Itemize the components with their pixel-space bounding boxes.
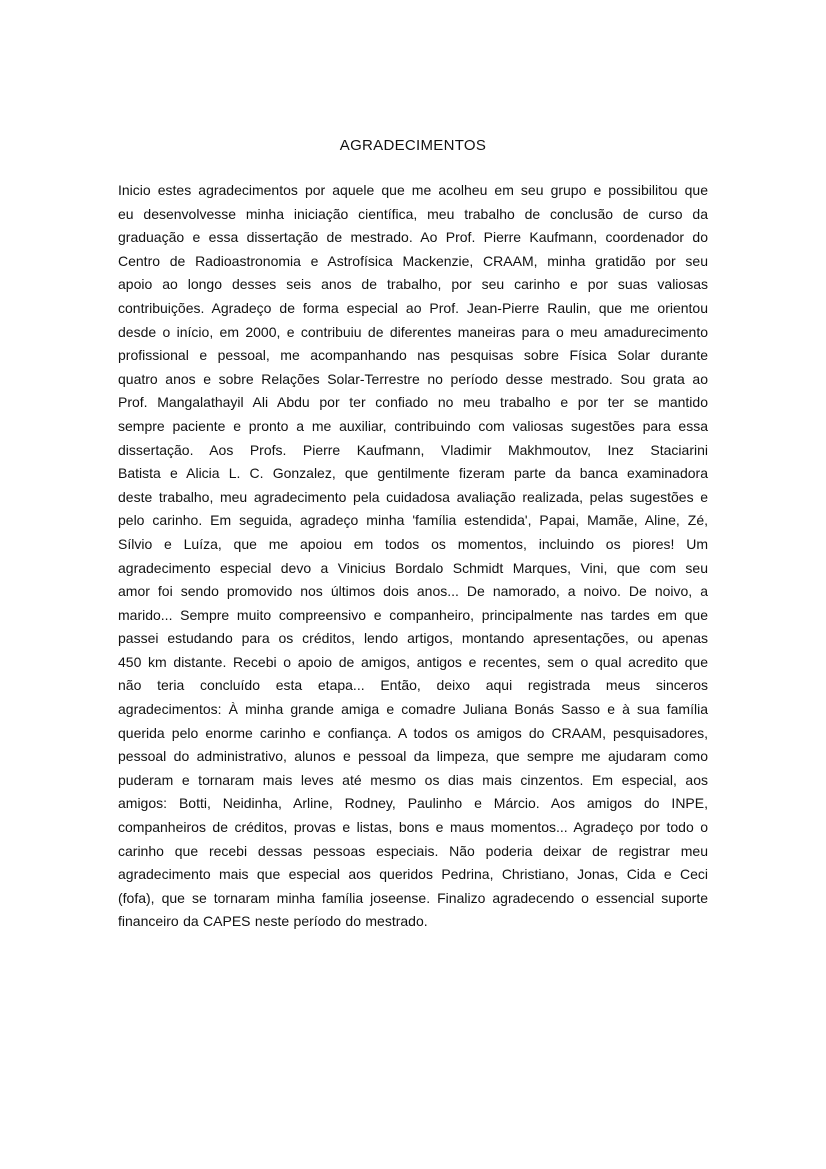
paragraph-line: puderam e tornaram mais leves até mesmo os dias mais cinzentos. Em especial, aos: [118, 771, 708, 788]
paragraph-line: Sílvio e Luíza, que me apoiou em todos os momentos, incluindo os piores! Um: [118, 535, 708, 552]
paragraph-line: companheiros de créditos, provas e listas, bons e maus momentos... Agradeço por todo o: [118, 819, 708, 836]
paragraph-line: profissional e pessoal, me acompanhando nas pesquisas sobre Física Solar durante: [118, 347, 708, 364]
paragraph-line: não teria concluído esta etapa... Então, deixo aqui registrada meus sinceros: [118, 677, 708, 694]
paragraph-line: Centro de Radioastronomia e Astrofísica Mackenzie, CRAAM, minha gratidão por seu: [118, 252, 708, 269]
paragraph-line: (fofa), que se tornaram minha família joseense. Finalizo agradecendo o essencial suporte: [118, 889, 708, 906]
paragraph-line: amor foi sendo promovido nos últimos dois anos... De namorado, a noivo. De noivo, a: [118, 583, 708, 600]
paragraph-line: Prof. Mangalathayil Ali Abdu por ter confiado no meu trabalho e por ter se mantido: [118, 394, 708, 411]
paragraph-line: agradecimento especial devo a Vinicius Bordalo Schmidt Marques, Vini, que com seu: [118, 559, 708, 576]
paragraph-line: marido... Sempre muito compreensivo e companheiro, principalmente nas tardes em que: [118, 606, 708, 623]
paragraph-line: contribuições. Agradeço de forma especial ao Prof. Jean-Pierre Raulin, que me orientou: [118, 299, 708, 316]
paragraph-line: desde o início, em 2000, e contribuiu de diferentes maneiras para o meu amadurecimento: [118, 323, 708, 340]
paragraph-line: quatro anos e sobre Relações Solar-Terrestre no período desse mestrado. Sou grata ao: [118, 370, 708, 387]
paragraph-line: dissertação. Aos Profs. Pierre Kaufmann, Vladimir Makhmoutov, Inez Staciarini: [118, 441, 708, 458]
paragraph-line: pessoal do administrativo, alunos e pessoal da limpeza, que sempre me ajudaram como: [118, 748, 708, 765]
paragraph-line: passei estudando para os créditos, lendo artigos, montando apresentações, ou apenas: [118, 630, 708, 647]
paragraph-line: Batista e Alicia L. C. Gonzalez, que gentilmente fizeram parte da banca examinadora: [118, 465, 708, 482]
paragraph-line: agradecimento mais que especial aos queridos Pedrina, Christiano, Jonas, Cida e Ceci: [118, 866, 708, 883]
paragraph-line: graduação e essa dissertação de mestrado. Ao Prof. Pierre Kaufmann, coordenador do: [118, 229, 708, 246]
acknowledgements-paragraph: [118, 179, 708, 934]
page-title: AGRADECIMENTOS: [339, 137, 487, 154]
paragraph-line: 450 km distante. Recebi o apoio de amigos, antigos e recentes, sem o qual acredito que: [118, 653, 708, 670]
paragraph-line: pelo carinho. Em seguida, agradeço minha 'família estendida', Papai, Mamãe, Aline, Zé,: [118, 512, 708, 529]
paragraph-line: deste trabalho, meu agradecimento pela cuidadosa avaliação realizada, pelas sugestões e: [118, 488, 708, 505]
paragraph-line: apoio ao longo desses seis anos de trabalho, por seu carinho e por suas valiosas: [118, 276, 708, 293]
paragraph-line: eu desenvolvesse minha iniciação científica, meu trabalho de conclusão de curso da: [118, 205, 708, 222]
paragraph-line: carinho que recebi dessas pessoas especiais. Não poderia deixar de registrar meu: [118, 842, 708, 859]
paragraph-line: agradecimentos: À minha grande amiga e comadre Juliana Bonás Sasso e à sua família: [118, 701, 708, 718]
paragraph-line: querida pelo enorme carinho e confiança. A todos os amigos do CRAAM, pesquisadores,: [118, 724, 708, 741]
paragraph-line: Inicio estes agradecimentos por aquele que me acolheu em seu grupo e possibilitou que: [118, 182, 708, 198]
paragraph-line: financeiro da CAPES neste período do mestrado.: [118, 913, 428, 930]
paragraph-line: amigos: Botti, Neidinha, Arline, Rodney, Paulinho e Márcio. Aos amigos do INPE,: [118, 795, 708, 812]
paragraph-line: sempre paciente e pronto a me auxiliar, contribuindo com valiosas sugestões para essa: [118, 417, 708, 434]
